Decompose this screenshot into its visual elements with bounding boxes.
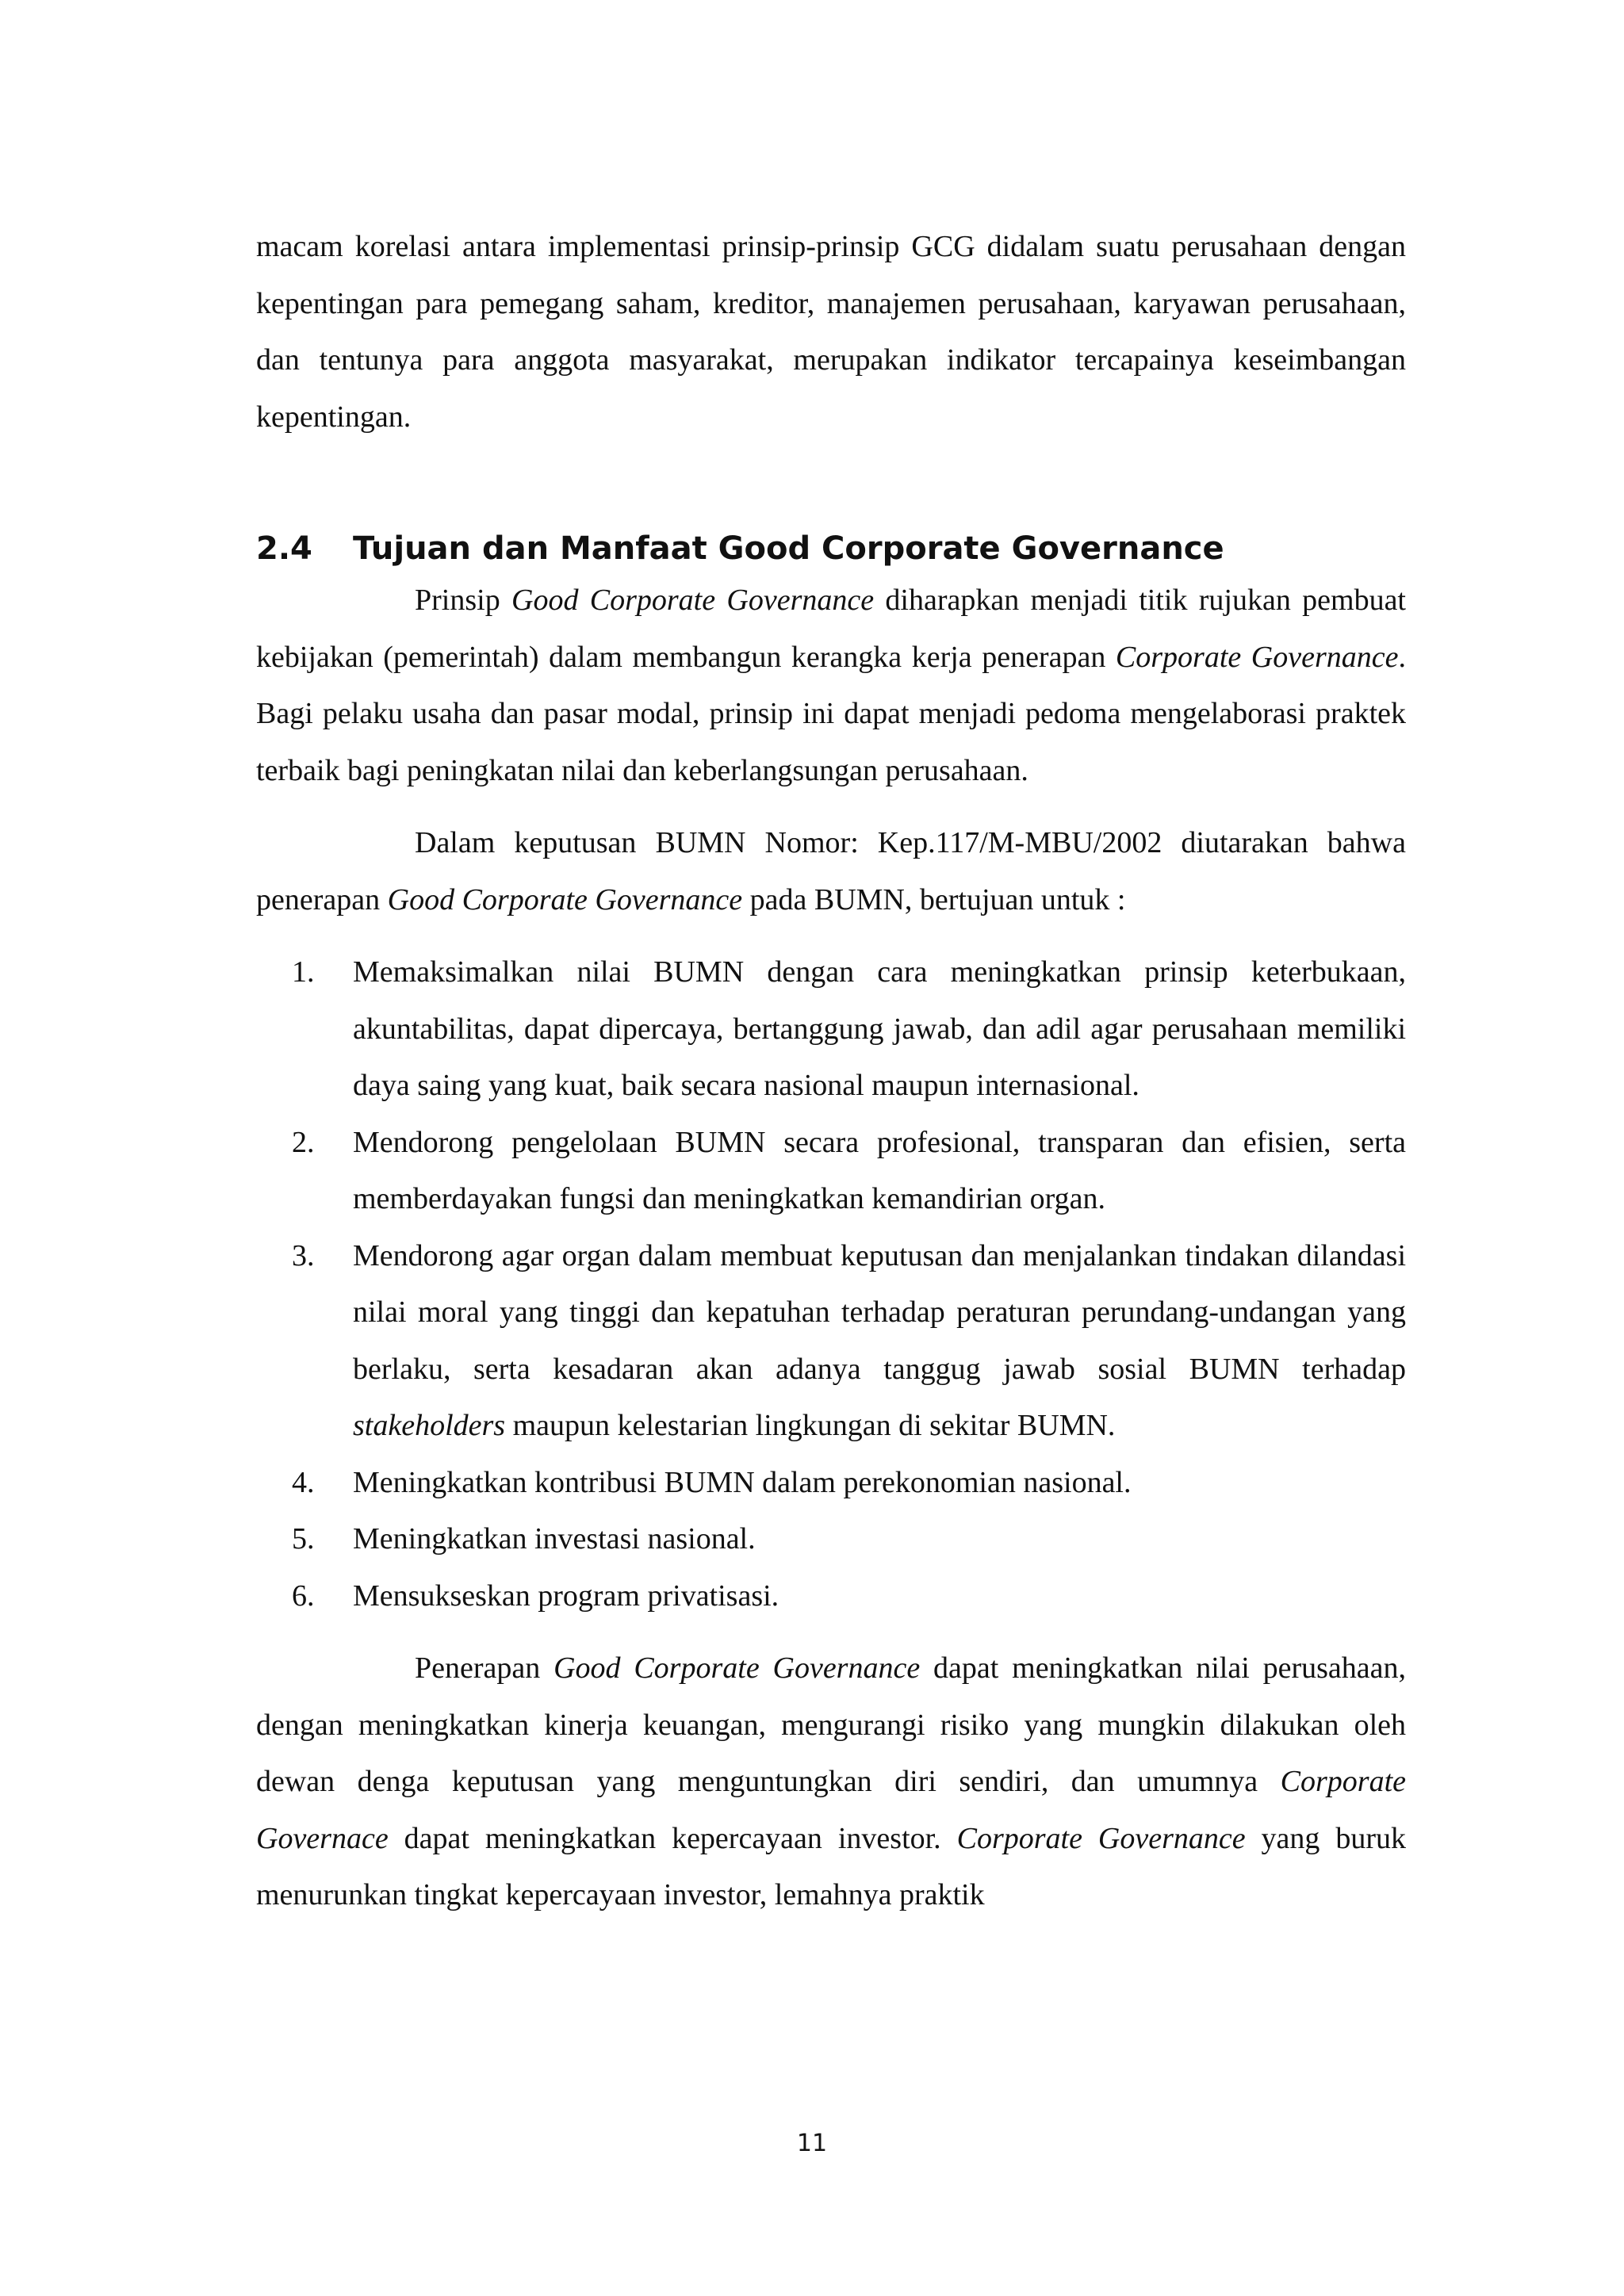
paragraph-principles xyxy=(256,572,1406,799)
section-number: 2.4 xyxy=(256,530,312,567)
list-number: 5. xyxy=(292,1522,315,1556)
italic-term: Corporate Governance xyxy=(956,1821,1246,1855)
list-text: Mensukseskan program privatisasi. xyxy=(353,1578,779,1613)
italic-term: Good Corporate Governance xyxy=(511,584,875,617)
list-text-part: Mendorong agar organ dalam membuat keputusan dan menjalankan tindakan dilandasi nilai moral yang tinggi dan kepatuhan terhadap peraturan perundang-undangan yang berlaku, serta kesadaran akan adanya tanggug jawab sosial BUMN terhadap xyxy=(353,1238,1406,1386)
list-number: 1. xyxy=(292,955,315,989)
paragraph-text: Penerapan xyxy=(415,1651,554,1685)
objectives-list xyxy=(256,944,1406,1624)
list-item xyxy=(256,944,1406,1115)
intro-paragraph: macam korelasi antara implementasi prinsip-prinsip GCG didalam suatu perusahaan dengan kepentingan para pemegang saham, kreditor, manajemen perusahaan, karyawan perusahaan, dan tentunya para anggota masyarakat, merupakan indikator tercapainya keseimbangan kepentingan. xyxy=(256,230,1406,434)
page-number: 11 xyxy=(796,2130,828,2157)
list-text: Meningkatkan investasi nasional. xyxy=(353,1522,756,1556)
list-item xyxy=(256,1511,1406,1568)
paragraph-text: pada BUMN, bertujuan untuk : xyxy=(742,882,1126,916)
list-item xyxy=(256,1115,1406,1228)
section-title: Tujuan dan Manfaat Good Corporate Governance xyxy=(353,530,1224,567)
paragraph-text: diharapkan menjadi titik rujukan pembuat kebijakan (pemerintah) dalam membangun kerangka kerja penerapan xyxy=(256,584,1406,674)
italic-term: Good Corporate Governance xyxy=(387,882,743,916)
italic-term: stakeholders xyxy=(353,1409,506,1442)
document-page xyxy=(256,219,1406,1924)
list-item xyxy=(256,1455,1406,1512)
list-text: Meningkatkan kontribusi BUMN dalam perekonomian nasional. xyxy=(353,1465,1132,1499)
list-item xyxy=(256,1228,1406,1455)
italic-term: Good Corporate Governance xyxy=(553,1651,921,1685)
italic-term: Corporate Governance xyxy=(1115,640,1399,674)
paragraph-text: dapat meningkatkan kepercayaan investor. xyxy=(388,1821,957,1855)
paragraph-bumn-decree xyxy=(256,815,1406,928)
paragraph-text: . Bagi pelaku usaha dan pasar modal, prinsip ini dapat menjadi pedoma mengelaborasi praktek terbaik bagi peningkatan nilai dan keberlangsungan perusahaan. xyxy=(256,640,1406,787)
list-item xyxy=(256,1568,1406,1625)
list-number: 2. xyxy=(292,1125,315,1159)
italic-term: Corporate Governace xyxy=(256,1765,1406,1855)
list-text xyxy=(353,1228,1406,1455)
paragraph-text: yang buruk menurunkan tingkat kepercayaan investor, lemahnya praktik xyxy=(256,1821,1406,1911)
list-number: 6. xyxy=(292,1578,315,1613)
list-text: Mendorong pengelolaan BUMN secara profesional, transparan dan efisien, serta memberdayakan fungsi dan meningkatkan kemandirian organ. xyxy=(353,1125,1406,1215)
paragraph-text: dapat meningkatkan nilai perusahaan, dengan meningkatkan kinerja keuangan, mengurangi risiko yang mungkin dilakukan oleh dewan denga keputusan yang menguntungkan diri sendiri, dan umumnya xyxy=(256,1651,1406,1798)
list-text: Memaksimalkan nilai BUMN dengan cara meningkatkan prinsip keterbukaan, akuntabilitas, dapat dipercaya, bertanggung jawab, dan adil agar perusahaan memiliki daya saing yang kuat, baik secara nasional maupun internasional. xyxy=(353,955,1406,1102)
section-heading xyxy=(256,525,1406,572)
paragraph-gcg-benefits xyxy=(256,1640,1406,1924)
list-number: 3. xyxy=(292,1238,315,1272)
list-number: 4. xyxy=(292,1465,315,1499)
list-text-part: maupun kelestarian lingkungan di sekitar BUMN. xyxy=(505,1409,1116,1442)
paragraph-text: Prinsip xyxy=(415,584,511,617)
paragraph-text: Dalam keputusan BUMN Nomor: Kep.117/M-MBU/2002 diutarakan bahwa penerapan xyxy=(256,826,1406,916)
